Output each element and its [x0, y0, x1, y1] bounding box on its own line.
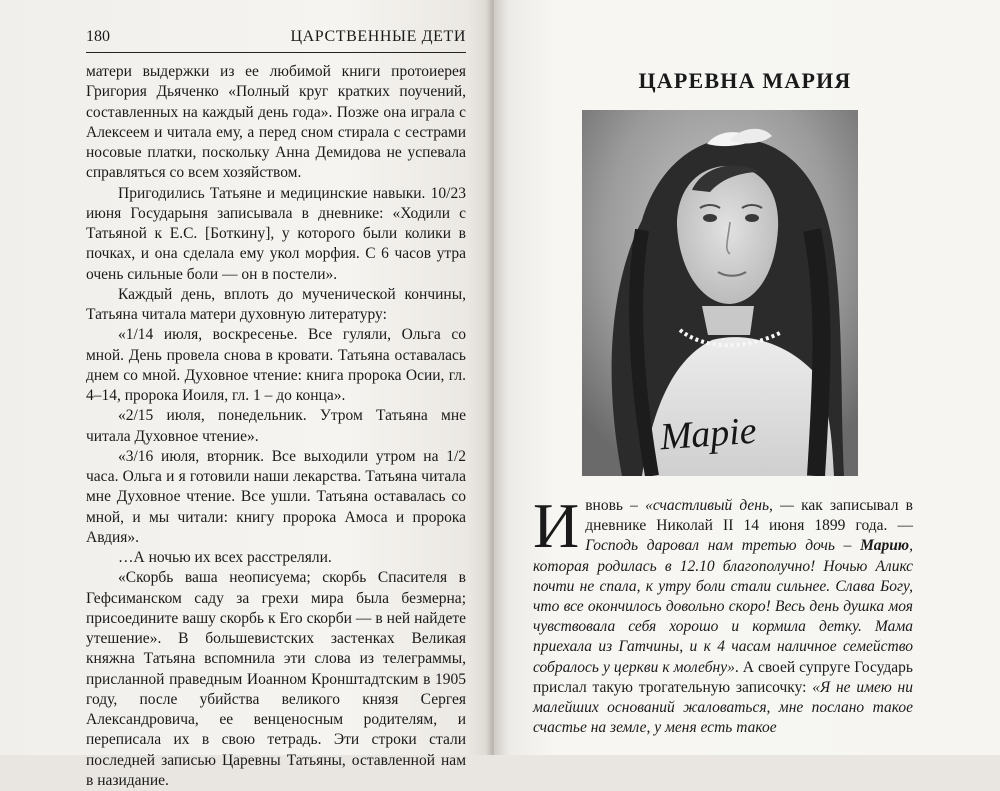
text-segment: . А своей супруге Государь прислал такую трогательную записочку: [533, 658, 913, 696]
paragraph: матери выдержки из ее любимой книги протоиерея Григория Дьяченко «Полный круг кратких поучений, составленных на каждый день года». Позже она играла с Алексеем и читала ему, а перед сном стирала с сестрами носовые платки, поскольку Анна Демидова не успевала справляться со всем хозяйством. [86, 63, 466, 182]
drop-cap: И [533, 490, 580, 561]
text-segment: как записывал в дневнике Николай II 14 июня 1899 года. — [585, 497, 913, 535]
paragraph: Каждый день, вплоть до мученической кончины, Татьяна читала матери духовную литературу: [86, 285, 466, 323]
text-segment: вновь – [585, 497, 646, 514]
text-segment-italic: «Я не имею ни малейших оснований жаловаться, мне послано такое счастье на земле, у меня есть такое [533, 678, 913, 737]
running-head [86, 28, 466, 53]
text-segment-italic: Господь даровал нам третью дочь – [585, 537, 861, 555]
chapter-title: ЦАРЕВНА МАРИЯ [638, 68, 852, 93]
paragraph: «3/16 июля, вторник. Все выходили утром на 1/2 часа. Ольга и я готовили наши лекарства. Татьяна читала мне Духовное чтение. Все ушли. Татьяна оставалась со мной, и мы читали: книгу пророка Амоса и пророка Авдия». [86, 447, 466, 546]
text-segment-italic: «счастливый день, — [645, 497, 802, 514]
left-page [0, 0, 492, 789]
portrait-signature: Марiе [658, 409, 758, 459]
paragraph: «1/14 июля, воскресенье. Все гуляли, Ольга со мной. День провела снова в кровати. Татьяна оставалась днем со мной. Духовное чтение: книга пророка Осии, гл. 4–14, пророка Иоиля, гл. 1 – до конца». [86, 326, 466, 404]
running-title: ЦАРСТВЕННЫЕ ДЕТИ [290, 28, 466, 45]
right-body-text [533, 490, 913, 738]
page-number: 180 [86, 28, 110, 45]
text-segment-italic: , которая родилась в 12.10 благополучно! Ночью Аликс почти не спала, к утру боли стали сильнее. Слава Богу, что все окончилось довольно скоро! Весь день душка моя чувствовала себя хорошо и кормила детку. Мама приехала из Гатчины, и к 4 часам наличное семейство собралось у церкви к молебну» [533, 537, 913, 676]
left-body-text [86, 62, 466, 791]
text-segment-bold-italic: Марию [860, 537, 910, 555]
paragraph: «Скорбь ваша неописуема; скорбь Спасителя в Гефсиманском саду за грехи мира была безмерна; присоедините вашу скорбь к Его скорби — в ней найдете утешение». В большевистских застенках Великая княжна Татьяна вспомнила эти слова из телеграммы, присланной праведным Иоанном Кронштадтским в 1905 году, после убийства великого князя Сергея Александровича, ее венценосным родителям, и переписала их в свою тетрадь. Эти строки стали последней записью Царевны Татьяны, оставленной нам в назидание. [86, 569, 466, 789]
paragraph: «2/15 июля, понедельник. Утром Татьяна мне читала Духовное чтение». [86, 407, 466, 445]
paragraph: Пригодились Татьяне и медицинские навыки. 10/23 июня Государыня записывала в дневнике: «Ходили с Татьяной к Е.С. [Боткину], у которого были колики в почках, и она сделала ему укол морфия. С 6 часов утра очень сильные боли — он в постели». [86, 184, 466, 283]
paragraph: …А ночью их всех расстреляли. [118, 549, 332, 566]
portrait-photo [582, 110, 858, 476]
